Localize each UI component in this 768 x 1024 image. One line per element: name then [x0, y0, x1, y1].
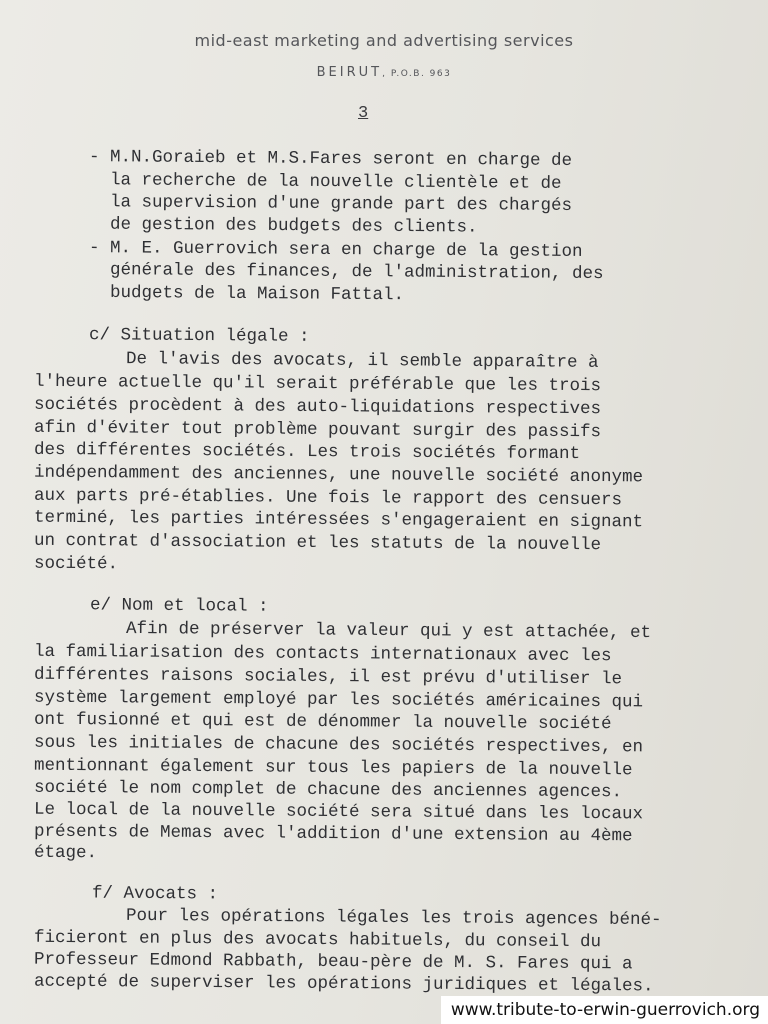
text-line: - M.N.Goraieb et M.S.Fares seront en charge de	[88, 147, 573, 171]
text-line: Professeur Edmond Rabbath, beau-père de M. S. Fares qui a	[33, 949, 633, 975]
page-number: 3	[358, 104, 369, 123]
text-line: indépendamment des anciennes, une nouvelle société anonyme	[33, 462, 644, 488]
letterhead-address	[0, 65, 768, 80]
text-line: la familiarisation des contacts internationaux avec les	[33, 641, 612, 667]
text-line: budgets de la Maison Fattal.	[88, 282, 405, 306]
section-heading-avocats: f/ Avocats :	[91, 883, 219, 905]
text-line: société le nom complet de chacune des anciennes agences.	[33, 777, 623, 803]
letterhead-pob: , P.O.B. 963	[382, 69, 452, 79]
text-line: la supervision d'une grande part des chargés	[88, 192, 573, 216]
text-line: société.	[33, 553, 119, 575]
text-line: terminé, les parties intéressées s'engageraient en signant	[33, 507, 644, 533]
text-line: aux parts pré-établies. Une fois le rapport des censuers	[33, 485, 623, 511]
text-line: de gestion des budgets des clients.	[88, 214, 478, 238]
text-line: ficieront en plus des avocats habituels, du conseil du	[33, 927, 602, 953]
text-line: un contrat d'association et les statuts de la nouvelle	[33, 530, 602, 556]
letterhead-city: BEIRUT	[316, 65, 383, 80]
text-line: sous les initiales de chacune des sociétés respectives, en	[33, 732, 644, 758]
text-line: sociétés procèdent à des auto-liquidations respectives	[33, 394, 602, 420]
text-line: la recherche de la nouvelle clientèle et de	[88, 170, 562, 194]
section-heading-nom-et-local: e/ Nom et local :	[89, 595, 269, 617]
text-line: Pour les opérations légales les trois agences béné-	[125, 905, 662, 931]
text-line: mentionnant également sur tous les papiers de la nouvelle	[33, 755, 633, 781]
text-line: De l'avis des avocats, il semble apparaître à	[125, 349, 599, 373]
text-line: ont fusionné et qui est de dénommer la nouvelle société	[33, 709, 612, 735]
text-line: présents de Memas avec l'addition d'une extension au 4ème	[33, 821, 633, 847]
text-line: étage.	[33, 842, 98, 864]
watermark-url: www.tribute-to-erwin-guerrovich.org	[441, 996, 768, 1024]
text-line: des différentes sociétés. Les trois sociétés formant	[33, 439, 581, 465]
text-line: l'heure actuelle qu'il serait préférable que les trois	[33, 371, 602, 397]
text-line: afin d'éviter tout problème pouvant surgir des passifs	[33, 417, 602, 443]
section-heading-situation-legale: c/ Situation légale :	[88, 325, 310, 347]
text-line: système largement employé par les sociétés américaines qui	[33, 687, 644, 713]
text-line: accepté de superviser les opérations juridiques et légales.	[33, 971, 654, 997]
text-line: - M. E. Guerrovich sera en charge de la gestion	[88, 238, 583, 262]
text-line: Le local de la nouvelle société sera situé dans les locaux	[33, 799, 644, 825]
text-line: Afin de préserver la valeur qui y est attachée, et	[125, 618, 652, 644]
text-line: différentes raisons sociales, il est prévu d'utiliser le	[33, 664, 623, 690]
text-line: générale des finances, de l'administration, des	[88, 259, 604, 285]
letterhead-company: mid-east marketing and advertising services	[194, 31, 574, 50]
